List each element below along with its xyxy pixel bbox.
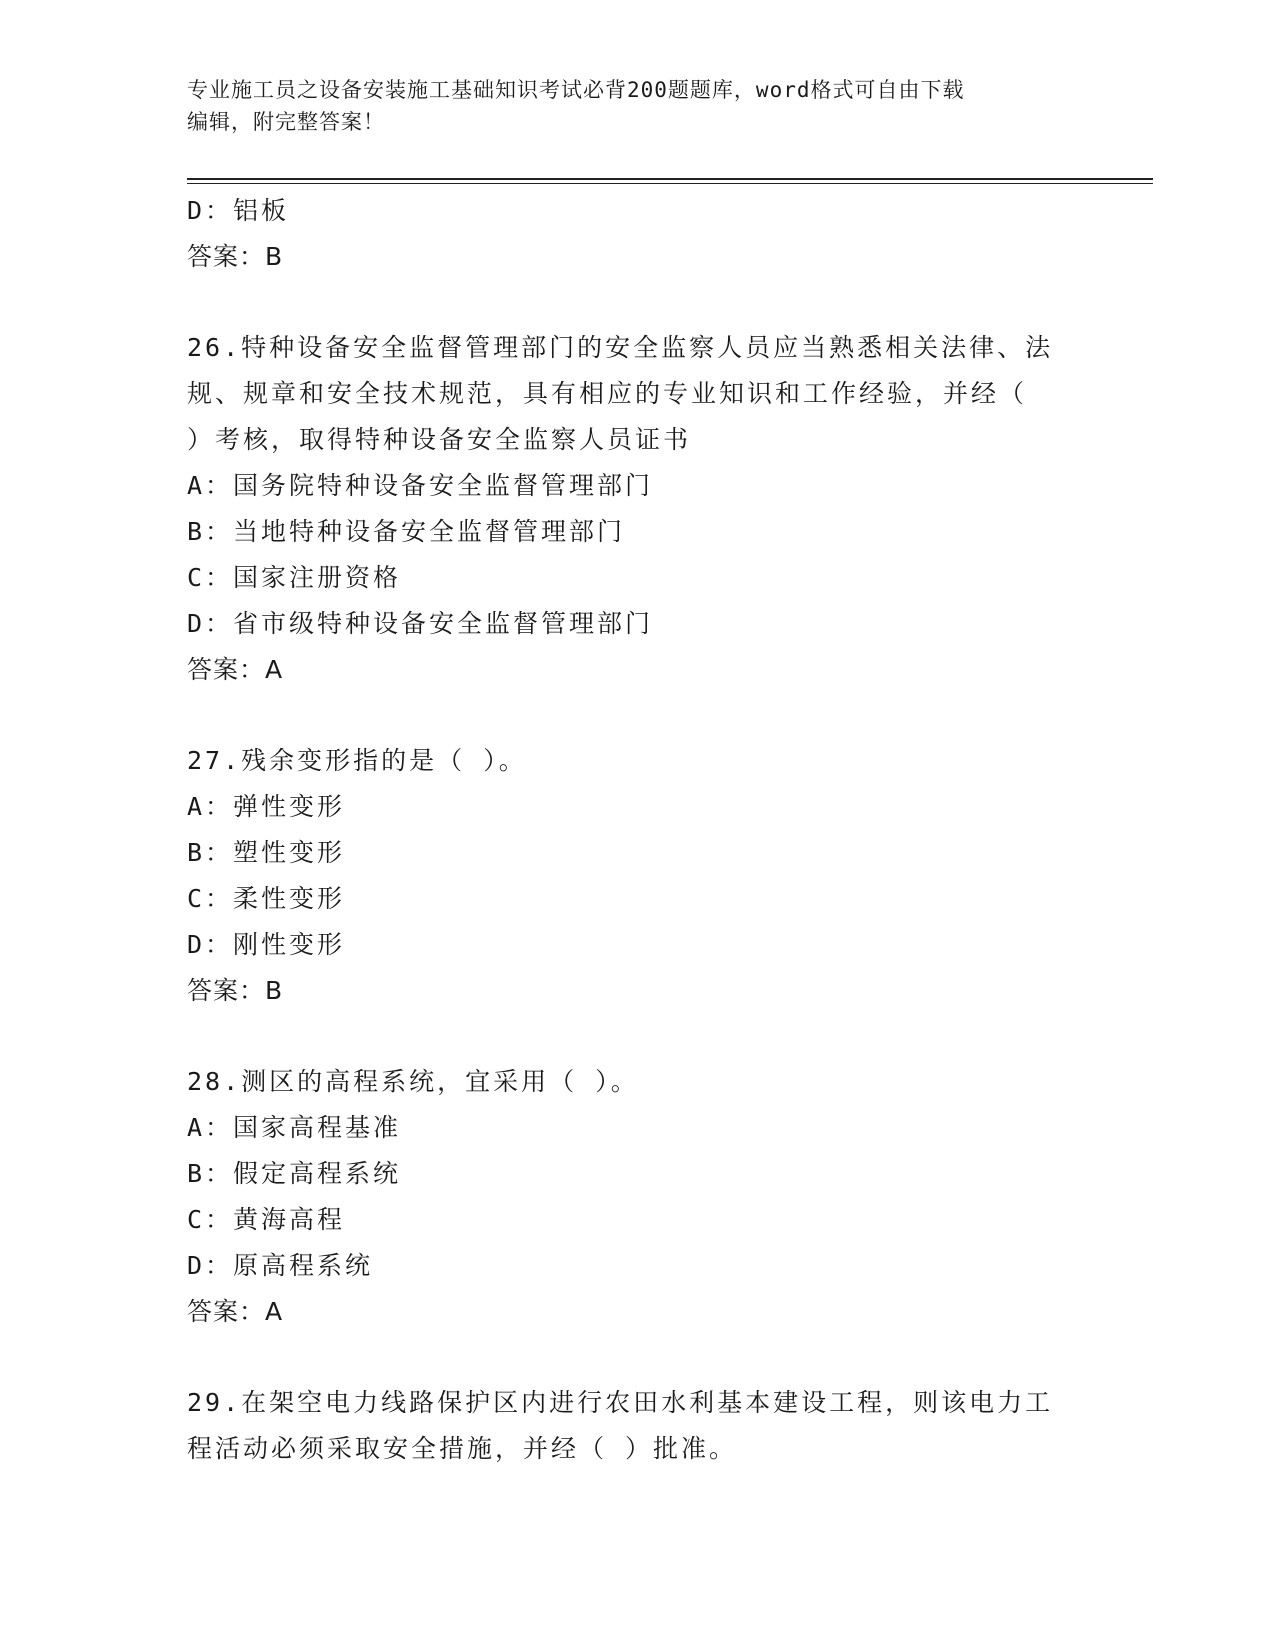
question-text-line: ）考核，取得特种设备安全监察人员证书	[187, 425, 692, 454]
option-c: C：国家注册资格	[187, 563, 402, 592]
question-text-line: 规、规章和安全技术规范，具有相应的专业知识和工作经验，并经（	[187, 379, 1028, 408]
header-divider-thin	[187, 183, 1153, 184]
document-body	[187, 188, 1087, 1472]
question-text-line: 26.特种设备安全监督管理部门的安全监察人员应当熟悉相关法律、法	[187, 333, 1054, 362]
option-b: B：假定高程系统	[187, 1159, 402, 1188]
question-text-line: 程活动必须采取安全措施，并经（ ）批准。	[187, 1434, 738, 1463]
option-c: C：柔性变形	[187, 884, 346, 913]
option-d: D：铝板	[187, 196, 290, 225]
answer: 答案：B	[187, 242, 284, 271]
answer: 答案：B	[187, 976, 284, 1005]
document-header	[187, 74, 1087, 138]
option-a: A：国务院特种设备安全监督管理部门	[187, 471, 654, 500]
question-text-line: 28.测区的高程系统，宜采用（ ）。	[187, 1067, 639, 1096]
option-d: D：原高程系统	[187, 1251, 374, 1280]
question-text-line: 27.残余变形指的是（ ）。	[187, 746, 527, 775]
header-line-1: 专业施工员之设备安装施工基础知识考试必背200题题库，word格式可自由下载	[187, 78, 965, 102]
option-d: D：刚性变形	[187, 930, 346, 959]
header-divider-thick	[187, 178, 1153, 180]
answer: 答案：A	[187, 655, 284, 684]
option-b: B：当地特种设备安全监督管理部门	[187, 517, 626, 546]
option-d: D：省市级特种设备安全监督管理部门	[187, 609, 654, 638]
question-29	[187, 1380, 1087, 1472]
question-fragment	[187, 188, 1087, 280]
question-26	[187, 325, 1087, 693]
option-a: A：国家高程基准	[187, 1113, 402, 1142]
header-line-2: 编辑，附完整答案！	[187, 110, 385, 134]
answer: 答案：A	[187, 1297, 284, 1326]
question-28	[187, 1059, 1087, 1335]
option-a: A：弹性变形	[187, 792, 346, 821]
question-text-line: 29.在架空电力线路保护区内进行农田水利基本建设工程，则该电力工	[187, 1388, 1054, 1417]
question-27	[187, 738, 1087, 1014]
option-b: B：塑性变形	[187, 838, 346, 867]
option-c: C：黄海高程	[187, 1205, 346, 1234]
